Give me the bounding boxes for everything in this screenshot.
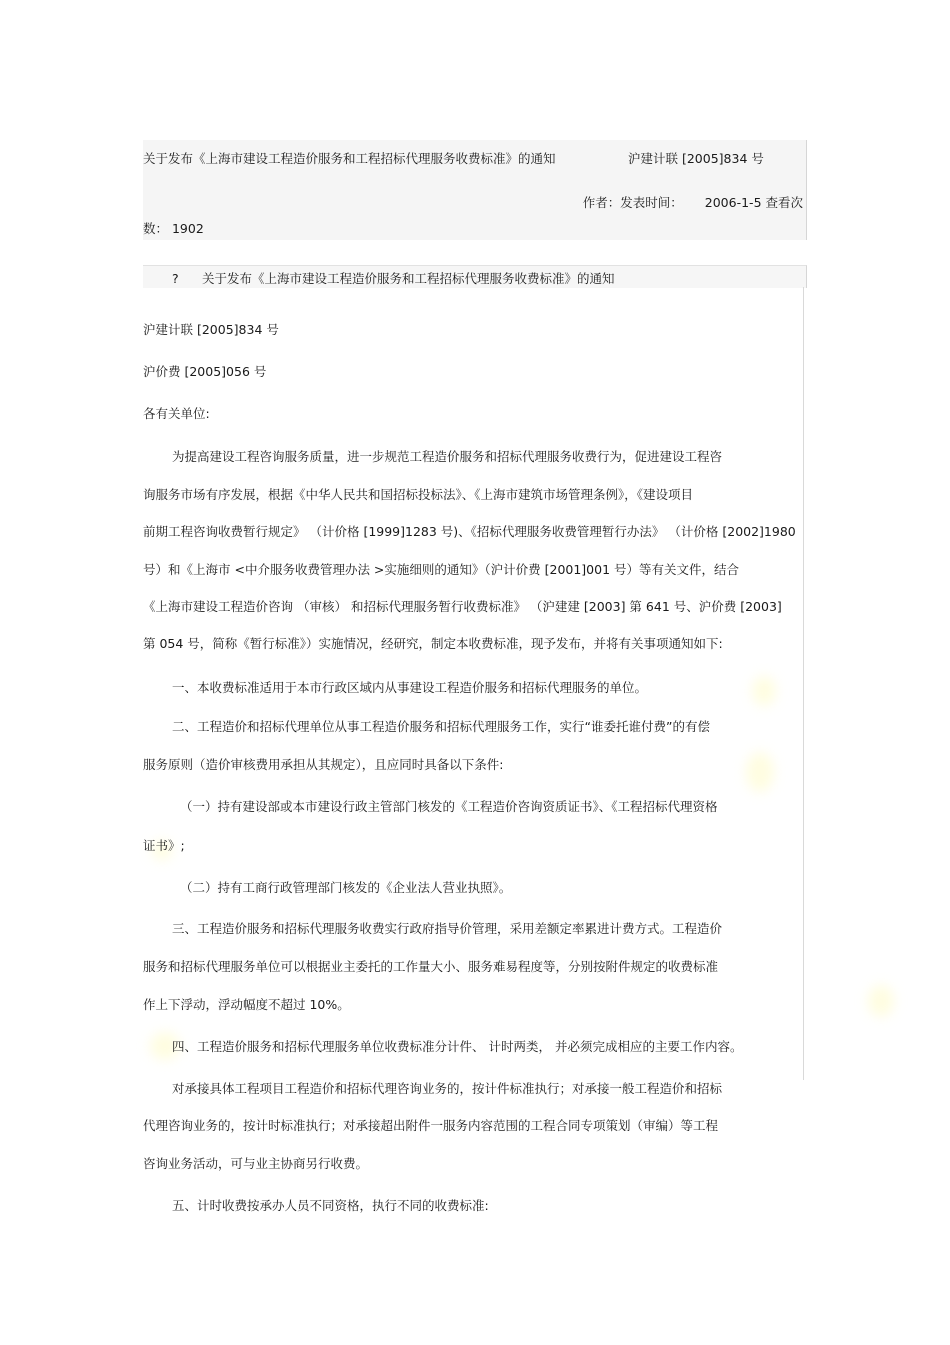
header-title-row	[143, 149, 806, 167]
clause-four: 四、工程造价服务和招标代理服务单位收费标准分计件、 计时两类， 并必须完成相应的主要工作内容。	[172, 1039, 743, 1054]
body-text-line: 号）和《上海市 <中介服务收费管理办法 >实施细则的通知》（沪计价费 [2001]001 号）等有关文件，结合	[143, 562, 740, 577]
subheader-title-row	[172, 269, 615, 287]
body-text-line: 咨询业务活动，可与业主协商另行收费。	[143, 1156, 369, 1171]
condition-one: （一）持有建设部或本市建设行政主管部门核发的《工程造价咨询资质证书》、《工程招标代理资格	[180, 799, 718, 814]
clause-three: 三、工程造价服务和招标代理服务收费实行政府指导价管理，采用差额定率累进计费方式。工程造价	[172, 921, 723, 936]
view-count: 数： 1902	[143, 221, 204, 236]
clause-five: 五、计时收费按承办人员不同资格，执行不同的收费标准:	[172, 1198, 489, 1213]
body-text-line: 作上下浮动，浮动幅度不超过 10%。	[143, 997, 350, 1012]
body-text-line: 服务原则（造价审核费用承担从其规定），且应同时具备以下条件:	[143, 757, 504, 772]
body-text-line: 代理咨询业务的，按计时标准执行；对承接超出附件一服务内容范围的工程合同专项策划（审编）等工程	[143, 1118, 719, 1133]
faint-watermark-spot	[868, 985, 894, 1017]
body-text-line: 前期工程咨询收费暂行规定》 （计价格 [1999]1283 号)、《招标代理服务收费管理暂行办法》 （计价格 [2002]1980	[143, 524, 796, 539]
body-text-line: 《上海市建设工程造价咨询 （审核） 和招标代理服务暂行收费标准》 （沪建建 [2003] 第 641 号、沪价费 [2003]	[143, 599, 782, 614]
body-text-line: 服务和招标代理服务单位可以根据业主委托的工作量大小、服务难易程度等，分别按附件规定的收费标准	[143, 959, 719, 974]
broken-image-marker: ?	[172, 271, 179, 286]
faint-watermark-spot	[746, 752, 774, 792]
body-text-line: 为提高建设工程咨询服务质量，进一步规范工程造价服务和招标代理服务收费行为，促进建设工程咨	[172, 449, 723, 464]
body-text-line: 询服务市场有序发展，根据《中华人民共和国招标投标法》、《上海市建筑市场管理条例》，《建设项目	[143, 487, 694, 502]
document-number: 沪建计联 [2005]834 号	[628, 151, 764, 166]
body-text-line: 证书》;	[143, 838, 185, 853]
doc-number-line: 沪建计联 [2005]834 号	[143, 322, 279, 337]
author-publish-label: 作者：发表时间：	[582, 195, 683, 210]
salutation: 各有关单位:	[143, 406, 210, 421]
clause-one: 一、本收费标准适用于本市行政区域内从事建设工程造价服务和招标代理服务的单位。	[172, 680, 648, 695]
clause-two: 二、工程造价和招标代理单位从事工程造价服务和招标代理服务工作，实行“谁委托谁付费”的有偿	[172, 719, 710, 734]
body-text-line: 对承接具体工程项目工程造价和招标代理咨询业务的，按计件标准执行；对承接一般工程造价和招标	[172, 1081, 723, 1096]
article-title: 关于发布《上海市建设工程造价服务和工程招标代理服务收费标准》的通知	[143, 151, 556, 166]
content-border	[803, 287, 804, 1080]
price-doc-number-line: 沪价费 [2005]056 号	[143, 364, 267, 379]
faint-watermark-spot	[752, 676, 776, 706]
body-text-line: 第 054 号，简称《暂行标准》）实施情况，经研究，制定本收费标准，现予发布，并将有关事项通知如下:	[143, 636, 723, 651]
publish-date-views: 2006-1-5 查看次	[704, 195, 803, 210]
condition-two: （二）持有工商行政管理部门核发的《企业法人营业执照》。	[180, 880, 512, 895]
article-meta	[143, 193, 803, 211]
subheader-title: 关于发布《上海市建设工程造价服务和工程招标代理服务收费标准》的通知	[202, 271, 615, 286]
